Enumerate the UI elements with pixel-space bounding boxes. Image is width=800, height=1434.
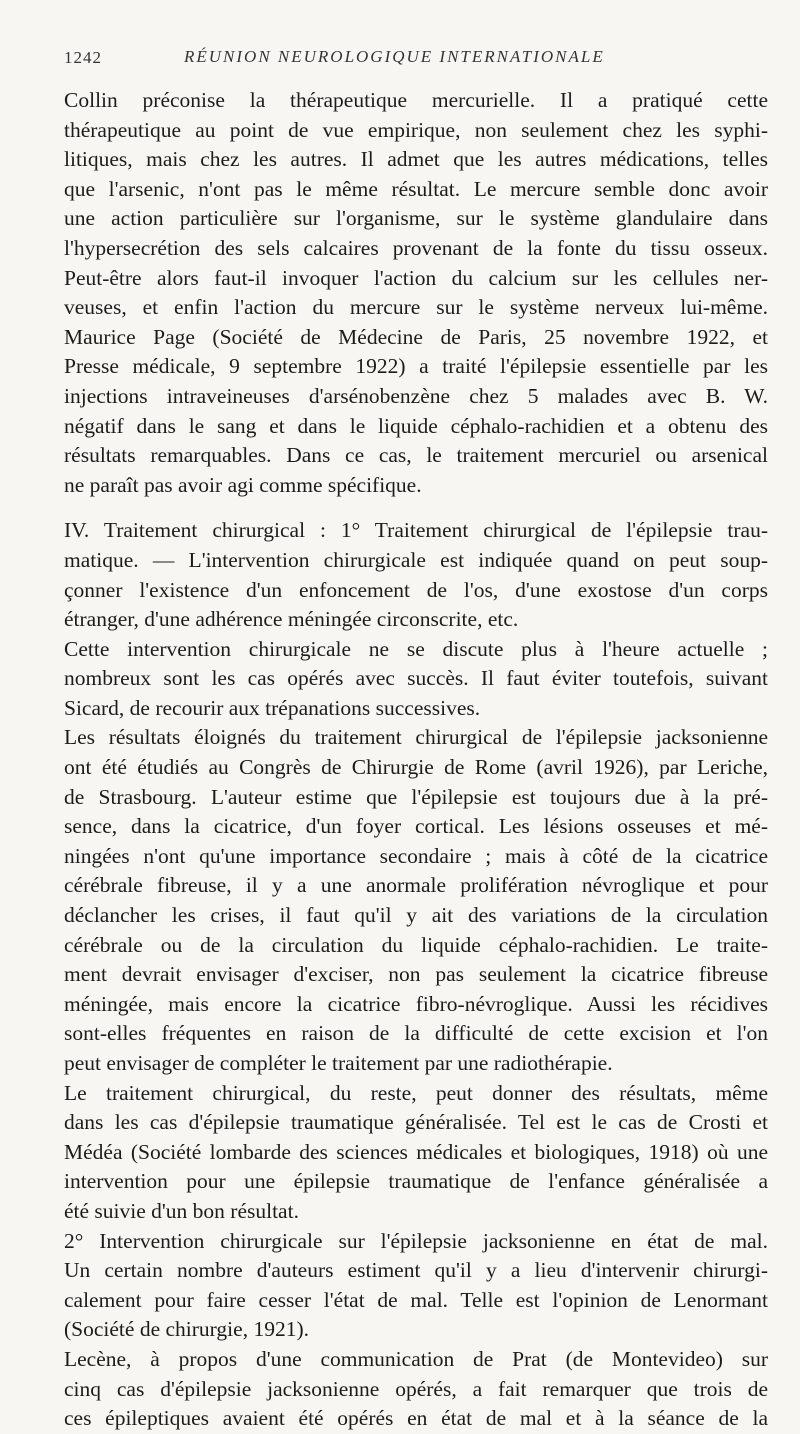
text-line: Les résultats éloignés du traitement chirurgical de l'épilepsie jacksonienne [64, 725, 768, 750]
section-heading-line: IV. Traitement chirurgical : 1° Traitement chirurgical de l'épilepsie trau- [64, 518, 768, 543]
text-line: dans les cas d'épilepsie traumatique généralisée. Tel est le cas de Crosti et [64, 1110, 768, 1135]
text-line: Sicard, de recourir aux trépanations successives. [64, 695, 481, 720]
text-line: cérébrale fibreuse, il y a une anormale prolifération névroglique et pour [64, 873, 768, 898]
text-line: cinq cas d'épilepsie jacksonienne opérés, a fait remarquer que trois de [64, 1376, 768, 1401]
text-line: Collin préconise la thérapeutique mercurielle. Il a pratiqué cette [64, 88, 768, 112]
body-text [64, 86, 768, 1434]
text-line: étranger, d'une adhérence méningée circonscrite, etc. [64, 607, 519, 632]
text-line: matique. — L'intervention chirurgicale est indiquée quand on peut soup- [64, 547, 768, 572]
text-line: Presse médicale, 9 septembre 1922) a traité l'épilepsie essentielle par les [64, 354, 768, 379]
running-head [64, 44, 764, 74]
text-line: intervention pour une épilepsie traumatique de l'enfance généralisée a [64, 1169, 768, 1194]
text-line: déclancher les crises, il faut qu'il y ait des variations de la circulation [64, 903, 768, 928]
text-line: injections intraveineuses d'arsénobenzène chez 5 malades avec B. W. [64, 383, 768, 408]
text-line: Maurice Page (Société de Médecine de Paris, 25 novembre 1922, et [64, 324, 768, 349]
text-line: sont-elles fréquentes en raison de la difficulté de cette excision et l'on [64, 1021, 768, 1046]
text-line: 2° Intervention chirurgicale sur l'épilepsie jacksonienne en état de mal. [64, 1228, 768, 1253]
text-line: Médéa (Société lombarde des sciences médicales et biologiques, 1918) où une [64, 1139, 768, 1164]
text-line: ment devrait envisager d'exciser, non pas seulement la cicatrice fibreuse [64, 962, 768, 987]
page-number: 1242 [64, 48, 102, 67]
text-line: Le traitement chirurgical, du reste, peut donner des résultats, même [64, 1080, 768, 1105]
text-line: Un certain nombre d'auteurs estiment qu'il y a lieu d'intervenir chirurgi- [64, 1258, 768, 1283]
text-line: que l'arsenic, n'ont pas le même résultat. Le mercure semble donc avoir [64, 176, 768, 201]
text-line: ne paraît pas avoir agi comme spécifique. [64, 472, 422, 497]
text-line: de Strasbourg. L'auteur estime que l'épilepsie est toujours due à la pré- [64, 784, 768, 809]
text-line: été suivie d'un bon résultat. [64, 1198, 299, 1223]
text-line: Peut-être alors faut-il invoquer l'action du calcium sur les cellules ner- [64, 265, 768, 290]
text-line: cérébrale ou de la circulation du liquide céphalo-rachidien. Le traite- [64, 932, 768, 957]
text-line: sence, dans la cicatrice, d'un foyer cortical. Les lésions osseuses et mé- [64, 814, 768, 839]
text-line: négatif dans le sang et dans le liquide céphalo-rachidien et a obtenu des [64, 413, 768, 438]
text-line: veuses, et enfin l'action du mercure sur le système nerveux lui-même. [64, 295, 768, 320]
text-line: méningée, mais encore la cicatrice fibro-névroglique. Aussi les récidives [64, 991, 768, 1016]
text-line: Lecène, à propos d'une communication de Prat (de Montevideo) sur [64, 1346, 768, 1371]
text-line: l'hypersecrétion des sels calcaires provenant de la fonte du tissu osseux. [64, 235, 768, 260]
text-line: nombreux sont les cas opérés avec succès. Il faut éviter toutefois, suivant [64, 666, 768, 691]
text-line: résultats remarquables. Dans ce cas, le traitement mercuriel ou arsenical [64, 443, 768, 468]
text-line: ces épileptiques avaient été opérés en état de mal et à la séance de la [64, 1406, 768, 1431]
text-line: Cette intervention chirurgicale ne se discute plus à l'heure actuelle ; [64, 636, 768, 661]
running-title: RÉUNION NEUROLOGIQUE INTERNATIONALE [184, 47, 605, 66]
text-line: (Société de chirurgie, 1921). [64, 1317, 309, 1342]
text-line: thérapeutique au point de vue empirique, non seulement chez les syphi- [64, 117, 768, 142]
text-line: litiques, mais chez les autres. Il admet que les autres médications, telles [64, 147, 768, 172]
text-line: çonner l'existence d'un enfoncement de l'os, d'une exostose d'un corps [64, 577, 768, 602]
text-line: peut envisager de compléter le traitement par une radiothérapie. [64, 1051, 613, 1075]
text-line: calement pour faire cesser l'état de mal. Telle est l'opinion de Lenormant [64, 1287, 768, 1312]
text-line: ont été étudiés au Congrès de Chirurgie de Rome (avril 1926), par Leriche, [64, 755, 768, 780]
text-line: une action particulière sur l'organisme, sur le système glandulaire dans [64, 206, 768, 231]
text-line: ningées n'ont qu'une importance secondaire ; mais à côté de la cicatrice [64, 843, 768, 868]
